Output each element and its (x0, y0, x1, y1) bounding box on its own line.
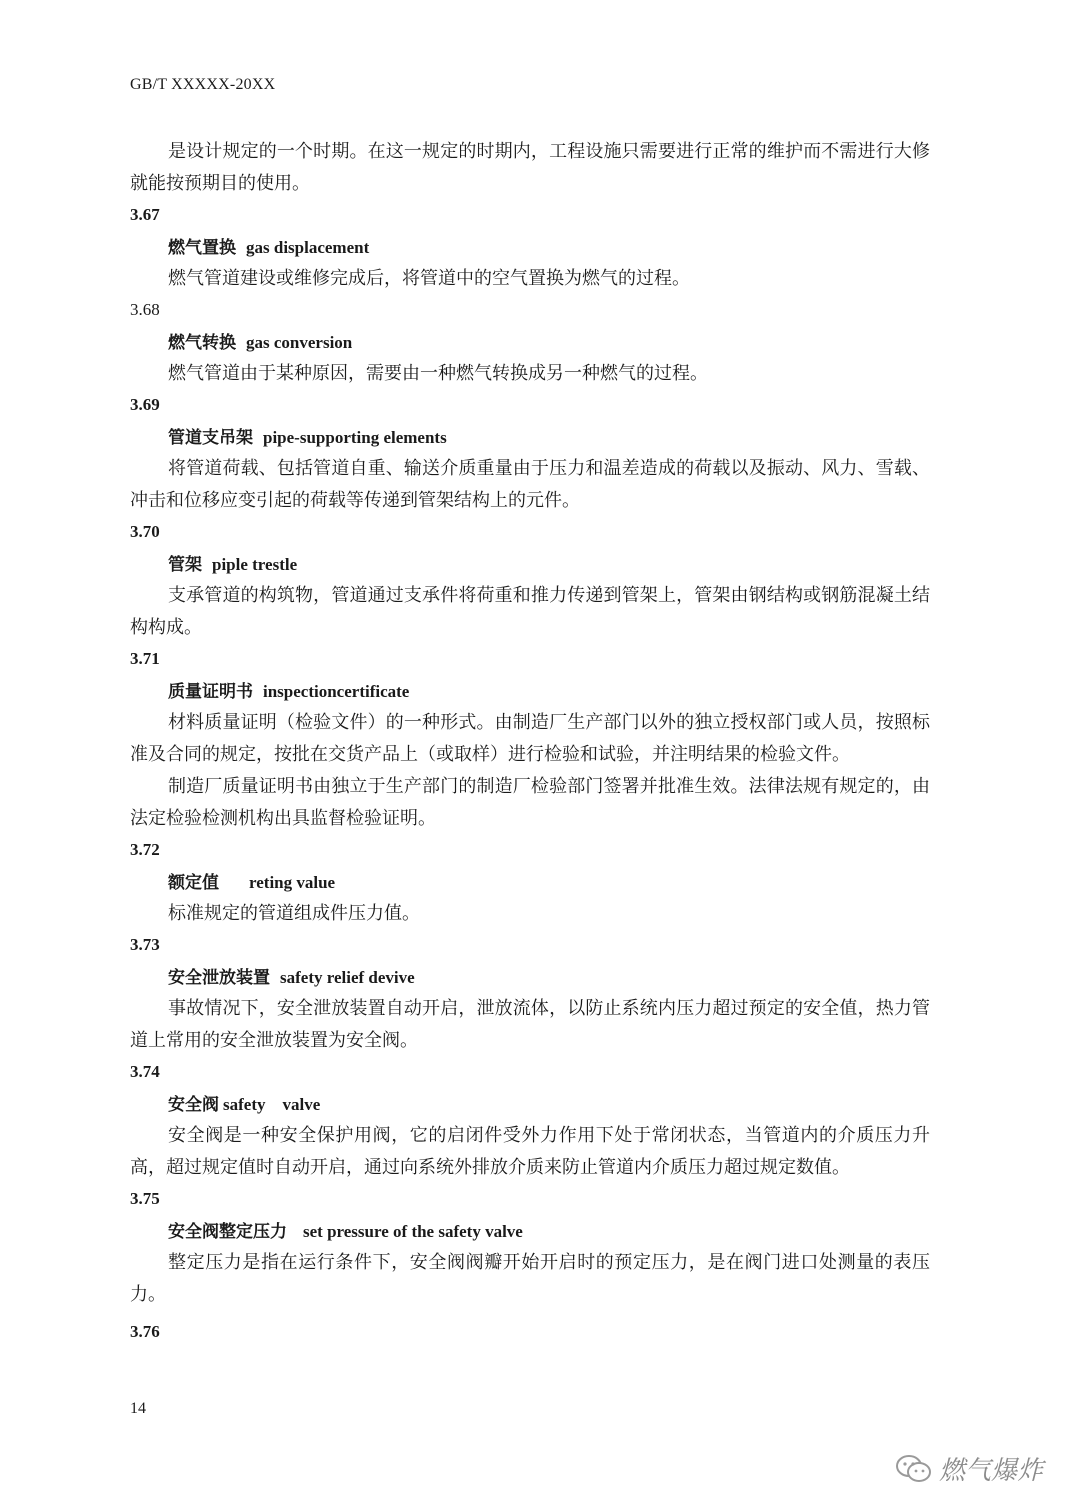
entry-definition: 支承管道的构筑物，管道通过支承件将荷重和推力传递到管架上，管架由钢结构或钢筋混凝土结构构成。 (130, 585, 930, 638)
entry-3-67 (130, 200, 930, 295)
term-zh: 安全泄放装置 (168, 968, 270, 988)
entry-term (130, 233, 930, 263)
entry-number: 3.68 (130, 300, 160, 319)
term-zh: 安全阀 (168, 1095, 219, 1115)
term-en: gas conversion (246, 333, 353, 352)
term-en: piple trestle (212, 555, 298, 574)
term-zh: 管道支吊架 (168, 428, 253, 448)
entry-3-69 (130, 390, 930, 517)
page-number: 14 (130, 1400, 146, 1417)
entry-term (130, 963, 930, 993)
term-zh: 管架 (168, 555, 202, 575)
watermark (895, 1450, 1043, 1487)
entry-3-71 (130, 644, 930, 835)
entry-definition: 燃气管道由于某种原因，需要由一种燃气转换成另一种燃气的过程。 (168, 363, 708, 384)
entry-definition-extra: 制造厂质量证明书由独立于生产部门的制造厂检验部门签署并批准生效。法律法规有规定的，由法定检验检测机构出具监督检验证明。 (130, 776, 930, 829)
entry-number: 3.72 (130, 840, 160, 859)
intro-paragraph: 是设计规定的一个时期。在这一规定的时期内，工程设施只需要进行正常的维护而不需进行大修就能按预期目的使用。 (130, 141, 930, 194)
term-zh: 安全阀整定压力 (168, 1222, 287, 1242)
entry-definition: 材料质量证明（检验文件）的一种形式。由制造厂生产部门以外的独立授权部门或人员，按照标准及合同的规定，按批在交货产品上（或取样）进行检验和试验，并注明结果的检验文件。 (130, 712, 930, 765)
term-zh: 额定值 (168, 873, 219, 893)
entry-term (130, 1217, 930, 1247)
entry-3-72 (130, 835, 930, 930)
entry-3-70 (130, 517, 930, 644)
entry-3-74 (130, 1057, 930, 1184)
entry-definition: 燃气管道建设或维修完成后，将管道中的空气置换为燃气的过程。 (168, 268, 690, 289)
entry-definition: 标准规定的管道组成件压力值。 (168, 903, 420, 924)
term-en: gas displacement (246, 238, 370, 257)
entry-term (130, 868, 930, 898)
term-en: safety valve (223, 1095, 321, 1114)
entry-number: 3.71 (130, 649, 160, 668)
entry-3-68 (130, 295, 930, 390)
entry-term (130, 423, 930, 453)
term-zh: 燃气转换 (168, 333, 236, 353)
term-zh: 质量证明书 (168, 682, 253, 702)
entry-number: 3.75 (130, 1189, 160, 1208)
document-code-header: GB/T XXXXX-20XX (130, 76, 276, 93)
entry-term (130, 550, 930, 580)
entry-definition: 整定压力是指在运行条件下，安全阀阀瓣开始开启时的预定压力，是在阀门进口处测量的表压力。 (130, 1252, 930, 1305)
entry-3-73 (130, 930, 930, 1057)
term-en: inspectioncertificate (263, 682, 410, 701)
entry-definition: 将管道荷载、包括管道自重、输送介质重量由于压力和温差造成的荷载以及振动、风力、雪载、冲击和位移应变引起的荷载等传递到管架结构上的元件。 (130, 458, 930, 511)
entry-number: 3.74 (130, 1062, 160, 1081)
document-body (130, 136, 930, 1350)
entry-term (130, 677, 930, 707)
entry-definition: 事故情况下，安全泄放装置自动开启，泄放流体，以防止系统内压力超过预定的安全值，热力管道上常用的安全泄放装置为安全阀。 (130, 998, 930, 1051)
term-en: safety relief devive (280, 968, 415, 987)
term-en: set pressure of the safety valve (303, 1222, 523, 1241)
term-zh: 燃气置换 (168, 238, 236, 258)
entry-definition: 安全阀是一种安全保护用阀，它的启闭件受外力作用下处于常闭状态，当管道内的介质压力升高，超过规定值时自动开启，通过向系统外排放介质来防止管道内介质压力超过规定数值。 (130, 1125, 930, 1178)
term-en: pipe-supporting elements (263, 428, 447, 447)
term-en: reting value (249, 873, 336, 892)
entry-3-75 (130, 1184, 930, 1311)
entry-number: 3.73 (130, 935, 160, 954)
entry-number: 3.69 (130, 395, 160, 414)
entry-term (130, 1090, 930, 1120)
entry-number-trailing: 3.76 (130, 1322, 160, 1341)
wechat-icon (895, 1453, 933, 1485)
entry-number: 3.67 (130, 205, 160, 224)
entry-number: 3.70 (130, 522, 160, 541)
watermark-text: 燃气爆炸 (939, 1456, 1044, 1486)
entry-term (130, 328, 930, 358)
